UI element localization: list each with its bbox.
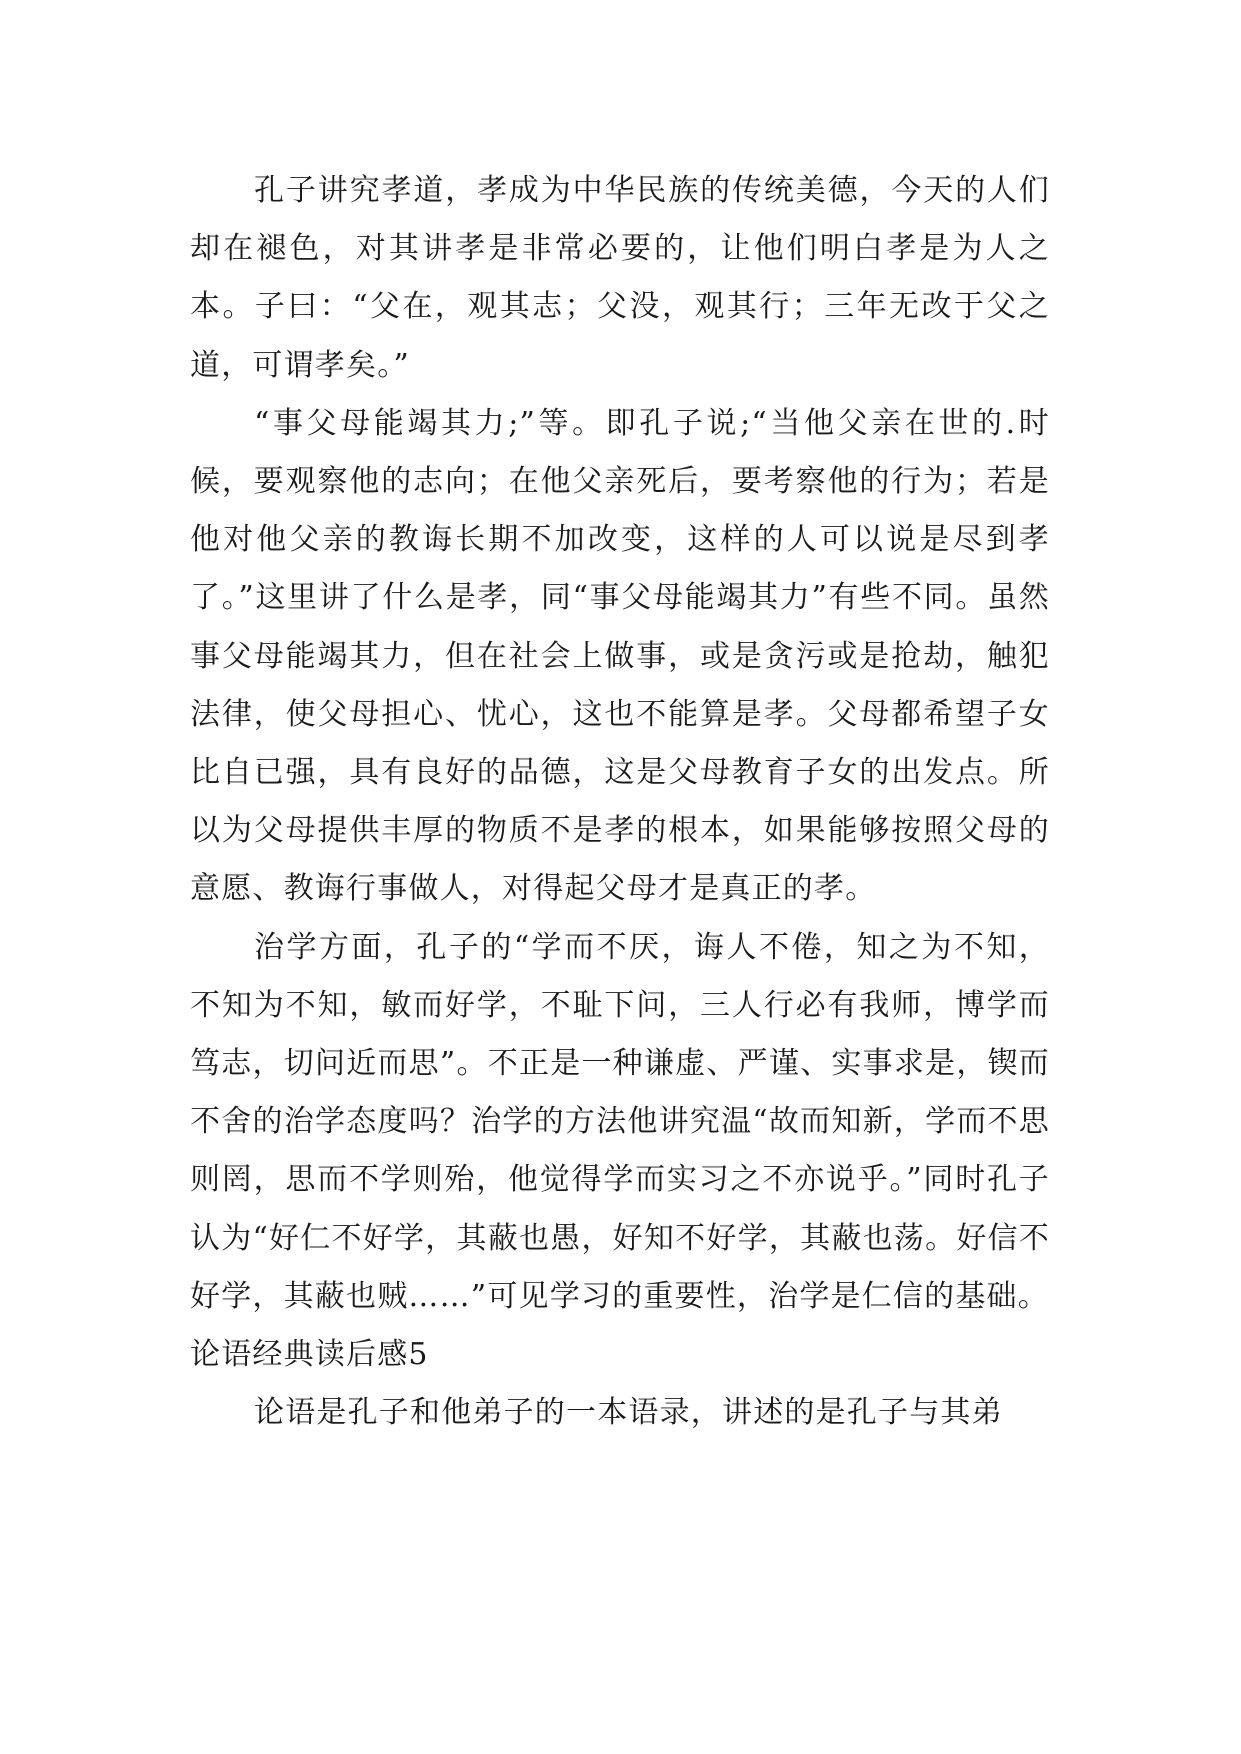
paragraph-serving-parents: “事父母能竭其力;”等。即孔子说;“当他父亲在世的.时候，要观察他的志向；在他父亲死后，要考察他的行为；若是他对他父亲的教诲长期不加改变，这样的人可以说是尽到孝了。”这里讲了什么是孝，同“事父母能竭其力”有些不同。虽然事父母能竭其力，但在社会上做事，或是贪污或是抢劫，触犯法律，使父母担心、忧心，这也不能算是孝。父母都希望子女比自已强，具有良好的品德，这是父母教育子女的出发点。所以为父母提供丰厚的物质不是孝的根本，如果能够按照父母的意愿、教诲行事做人，对得起父母才是真正的孝。 bbox=[190, 405, 1050, 907]
paragraph-analects-intro: 论语是孔子和他弟子的一本语录，讲述的是孔子与其弟 bbox=[254, 1395, 1003, 1431]
section-heading: 论语经典读后感5 bbox=[190, 1337, 429, 1373]
paragraph-filial-piety: 孔子讲究孝道，孝成为中华民族的传统美德，今天的人们却在褪色，对其讲孝是非常必要的，让他们明白孝是为人之本。子曰：“父在，观其志；父没，观其行；三年无改于父之道，可谓孝矣。” bbox=[190, 173, 1050, 383]
paragraph-scholarship: 治学方面，孔子的“学而不厌，诲人不倦，知之为不知，不知为不知，敏而好学，不耻下问，三人行必有我师，博学而笃志，切问近而思”。不正是一种谦虚、严谨、实事求是，锲而不舍的治学态度吗？治学的方法他讲究温“故而知新，学而不思则罔，思而不学则殆，他觉得学而实习之不亦说乎。”同时孔子认为“好仁不好学，其蔽也愚，好知不好学，其蔽也荡。好信不好学，其蔽也贼……”可见学习的重要性，治学是仁信的基础。 bbox=[190, 929, 1050, 1314]
document-page bbox=[190, 162, 1050, 1442]
